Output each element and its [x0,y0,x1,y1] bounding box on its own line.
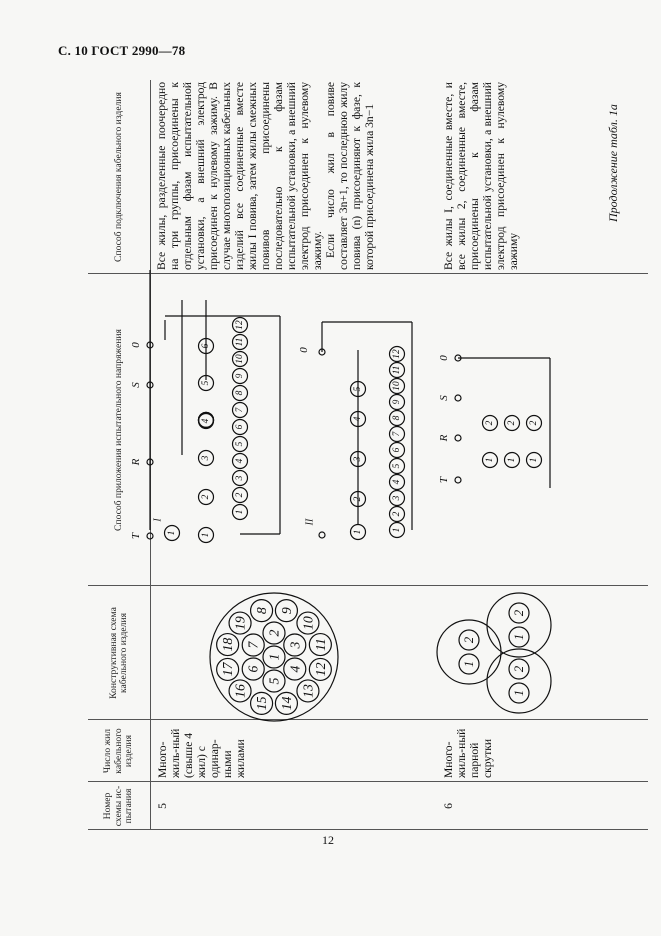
d5b-2-label: 2 [392,511,402,517]
core-3-label: 3 [287,641,303,649]
d5a-g1-label: 1 [167,530,177,536]
d5a-bottom-10-label: 10 [235,354,245,364]
header-cores: Число жил кабельного изделия [102,728,135,774]
d6-core-4-label: 1 [529,457,539,463]
d5a-phase-T: T [130,532,142,540]
d5b-g1-label: 1 [353,529,363,535]
d5a-bottom-7-label: 7 [235,407,245,413]
d5b-mark-II: II [304,518,316,526]
voltage-diagram-5a [130,270,280,543]
page-header: С. 10 ГОСТ 2990—78 [58,43,186,58]
voltage-diagram-5b [298,322,412,540]
d5b-g5-label: 5 [353,386,363,392]
d6-phase-0: 0 [438,355,450,361]
d6-phase-R: R [438,434,450,442]
core-18-label: 18 [220,637,236,652]
construction-19-core [210,593,338,721]
header-number: Номер схемы ис-пытания [102,785,135,827]
d5a-bottom-6-label: 6 [235,424,245,430]
core-9-label: 9 [278,607,294,615]
core-6-label: 6 [245,665,261,673]
d5b-1-label: 1 [392,527,402,533]
d6-core-0-label: 1 [485,457,495,463]
d5a-bottom-2-label: 2 [235,492,245,498]
core-5-label: 5 [266,677,282,685]
d5b-7-label: 7 [392,431,402,437]
d5b-g2-label: 2 [353,496,363,502]
d5a-bottom-9-label: 9 [235,373,245,379]
core-17-label: 17 [220,662,236,677]
d5a-n3-label: 3 [201,455,211,461]
d5b-4-label: 4 [392,479,402,485]
header-connection: Способ подключения кабельного изделия [112,92,124,262]
core-10-label: 10 [300,616,316,630]
pair2-core2-label: 2 [512,665,526,673]
d5a-bottom-11-label: 11 [235,337,245,347]
core-12-label: 12 [312,662,328,677]
d5b-6-label: 6 [392,447,402,453]
core-7-label: 7 [245,641,261,649]
d5a-n2-label: 2 [201,494,211,500]
d6-phase-T: T [438,476,450,484]
d5a-n5-label: 5 [201,380,211,386]
core-14-label: 14 [278,696,294,711]
d5a-bottom-5-label: 5 [235,441,245,447]
d6-phase-S: S [438,395,450,401]
d5a-bottom-1-label: 1 [235,509,245,515]
row6-connection: Все жилы I, соединенные вместе, и все жилы 2, соединенные вместе, присоединены к фазам испытательной установки, а внешний электрод присоединен к нулевому зажиму [442,82,520,270]
core-2-label: 2 [266,629,282,637]
core-19-label: 19 [232,616,248,630]
row5-connection: Все жилы, разделенные поочередно на три группы, присоединены к отдельным фазам испытательной установки, а внешний электрод присоединен к нулевому зажиму. В случае многопозиционных кабельных изделий все соединенные вместе жилы I повива, затем жилы смежных повивов присоединены последовательно к фазам испытательной установки, а внешний электрод присоединен к нулевому зажиму. Если число жил в повиве составляет 3n+1, то последнюю жилу повива (n) присоединяют к фазе, к которой присоединена жила 3n−1 [155,82,376,270]
construction-pairs [437,593,551,713]
d5b-5-label: 5 [392,463,402,469]
d5a-bottom-12-label: 12 [235,320,245,330]
row6-cores: Много-жиль-ный парной скрутки [442,728,494,778]
core-16-label: 16 [232,684,248,698]
pair0-core1-label: 1 [462,660,476,668]
row5-cores: Много-жиль-ный (свыше 4 жил) с одинар-ными жилами [156,728,247,778]
d5a-mark-I: I [152,518,164,522]
d5b-g4-label: 4 [353,416,363,422]
d5b-g3-label: 3 [353,456,363,462]
core-15-label: 15 [254,696,270,711]
core-4-label: 4 [287,665,303,673]
d6-core-2-label: 1 [507,457,517,463]
page-number: 12 [322,833,334,847]
pair1-core2-label: 2 [512,609,526,617]
d5b-10-label: 10 [392,381,402,391]
core-8-label: 8 [254,607,270,615]
d6-core-1-label: 2 [485,420,495,426]
core-13-label: 13 [300,684,316,698]
d5b-phase-0: 0 [298,347,310,353]
pair0-core2-label: 2 [462,636,476,644]
d5a-bottom-4-label: 4 [235,458,245,464]
d6-core-5-label: 2 [529,420,539,426]
pair2-core1-label: 1 [512,689,526,697]
continuation-label: Продолжение табл. 1а [606,104,620,222]
header-construction: Конструктивная схема кабельного изделия [107,607,129,699]
d5a-phase-R: R [130,458,142,466]
d5a-n6-label: 6 [201,343,211,349]
d5a-bottom-3-label: 3 [235,475,245,481]
core-1-label: 1 [266,653,282,661]
core-11-label: 11 [312,638,328,651]
d5a-phase-S: S [130,382,142,388]
d5a-phase-0: 0 [130,342,142,348]
d6-core-3-label: 2 [507,420,517,426]
d5b-12-label: 12 [392,349,402,359]
d5b-11-label: 11 [392,365,402,375]
row6-number: 6 [442,803,455,809]
d5b-8-label: 8 [392,415,402,421]
d5a-n4-label: 4 [201,418,211,424]
pair1-core1-label: 1 [512,633,526,641]
voltage-diagram-6 [438,355,550,488]
d5b-3-label: 3 [392,495,402,501]
d5b-9-label: 9 [392,399,402,405]
header-voltage: Способ приложения испытательного напряжения [112,329,124,531]
d5a-bottom-8-label: 8 [235,390,245,396]
d5a-n1-label: 1 [201,532,211,538]
row5-number: 5 [156,803,169,809]
